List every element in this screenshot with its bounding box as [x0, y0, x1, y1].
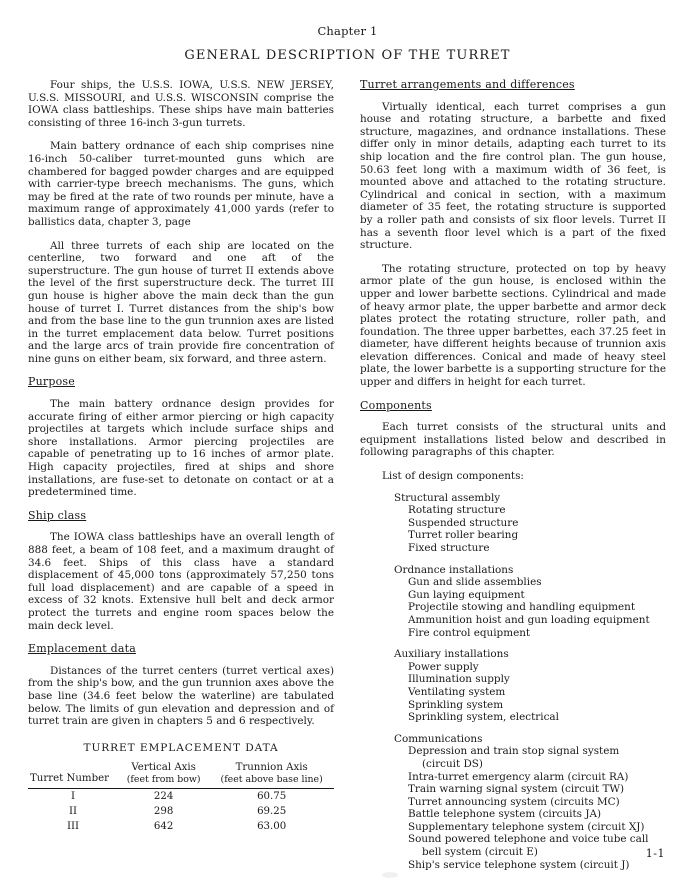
list-item: Ventilating system: [408, 685, 506, 698]
list-item: Projectile stowing and handling equipment: [408, 601, 636, 614]
right-column: [360, 79, 666, 880]
design-components-list: [360, 470, 666, 483]
list-item: Gun and slide assemblies: [408, 576, 542, 589]
paragraph-ship-class: The IOWA class battleships have an overall length of 888 feet, a beam of 108 feet, and a maximum draught of 34.6 feet. Ships of this class have a standard displacement of 45,000 tons (approximately 57,250 tons full load displacement) and are capable of a speed in excess of 32 knots. Extensive hull belt and deck armor protect the turrets and engine room spaces below the main deck level.: [28, 531, 334, 632]
page-smudge: [382, 872, 398, 878]
section-heading-ship-class: Ship class: [28, 508, 87, 522]
list-item: Structural assembly: [394, 491, 501, 504]
cell-vertical-axis: 642: [153, 821, 174, 833]
component-group-ordnance: [360, 564, 666, 640]
cell-turret-number: I: [70, 791, 76, 803]
list-item: Ammunition hoist and gun loading equipment: [408, 613, 650, 626]
left-column: [28, 79, 334, 834]
component-group-communications: [360, 733, 666, 872]
cell-trunnion-axis: 60.75: [257, 791, 287, 803]
section-heading-purpose: Purpose: [28, 375, 75, 389]
column-header-vertical-axis-label: Vertical Axis: [131, 762, 196, 774]
two-column-body: [28, 79, 667, 880]
table-row: [28, 804, 334, 819]
paragraph-emplacement-data: Distances of the turret centers (turret vertical axes) from the ship's bow, and the gun trunnion axes above the base line (34.6 feet below the waterline) are tabulated below. The limits of gun elevation and depression and of turret train are given in chapters 5 and 6 respectively.: [28, 664, 334, 728]
table-row: [28, 789, 334, 805]
list-item: Gun laying equipment: [408, 588, 525, 601]
cell-turret-number: II: [68, 806, 78, 818]
paragraph-turret-locations: All three turrets of each ship are located on the centerline, two forward and one aft of the superstructure. The gun house of turret II extends above the level of the first superstructure deck. The turret III gun house is higher above the main deck than the gun house of turret I. Turret distances from the ship's bow and from the base line to the gun trunnion axes are listed in the turret emplacement data below. Turret positions and the large arcs of train provide fire concentration of nine guns on either beam, six forward, and three astern.: [28, 239, 334, 365]
cell-vertical-axis: 298: [153, 806, 174, 818]
paragraph-purpose: The main battery ordnance design provides for accurate firing of either armor piercing or high capacity projectiles at targets which include surface ships and shore installations. Armor piercing projectiles are capable of penetrating up to 16 inches of armor plate. High capacity projectiles, fired at ships and shore installations, are fuse-set to detonate on contact or at a predetermined time.: [28, 398, 334, 499]
list-item: Fixed structure: [408, 542, 490, 554]
list-item: Illumination supply: [408, 673, 510, 686]
table-title: TURRET EMPLACEMENT DATA: [83, 741, 279, 754]
paragraph-ships: Four ships, the U.S.S. IOWA, U.S.S. NEW JERSEY, U.S.S. MISSOURI, and U.S.S. WISCONSIN comprise the IOWA class battleships. These ships have main batteries consisting of three 16-inch 3-gun turrets.: [28, 79, 334, 129]
section-heading-turret-arrangements: Turret arrangements and differences: [360, 78, 575, 91]
paragraph-turret-identical: Virtually identical, each turret comprises a gun house and rotating structure, a barbette and fixed structure, magazines, and ordnance installations. These differ only in minor details, adapting each turret to its ship location and the fire control plan. The gun house, 50.63 feet long with a maximum width of 36 feet, is mounted above and attached to the rotating structure. Cylindrical and conical in section, with a maximum diameter of 35 feet, the rotating structure is supported by a roller path and consists of six floor levels. Turret II has a seventh floor level which is a part of the fixed structure.: [360, 100, 666, 252]
turret-emplacement-table: [28, 762, 334, 834]
column-header-trunnion-axis-units: (feet above base line): [220, 774, 323, 786]
column-header-turret-number: [28, 762, 118, 789]
list-item: Auxiliary installations: [394, 648, 509, 661]
component-group-auxiliary: [360, 648, 666, 724]
column-header-vertical-axis-units: (feet from bow): [126, 774, 201, 786]
list-item: Sprinkling system: [408, 698, 504, 711]
list-item: Ship's service telephone system (circuit J): [408, 858, 630, 871]
list-item: Supplementary telephone system (circuit XJ): [408, 820, 645, 833]
list-item: Rotating structure: [408, 504, 506, 517]
chapter-label: Chapter 1: [317, 24, 378, 38]
list-item: Intra-turret emergency alarm (circuit RA): [408, 770, 629, 783]
list-item: (circuit DS): [422, 757, 483, 770]
cell-trunnion-axis: 63.00: [257, 821, 287, 833]
list-item: Fire control equipment: [408, 626, 531, 639]
paragraph-components-intro: Each turret consists of the structural units and equipment installations listed below and described in following paragraphs of this chapter.: [360, 421, 666, 459]
paragraph-rotating-structure: The rotating structure, protected on top by heavy armor plate of the gun house, is enclosed within the upper and lower barbette sections. Cylindrical and made of heavy armor plate, the upper barbette and armor deck plates protect the rotating structure, roller path, and foundation. The three upper barbettes, each 37.25 feet in diameter, have different heights because of trunnion axis elevation differences. Conical and made of heavy steel plate, the lower barbette is a supporting structure for the upper and differs in height for each turret.: [360, 262, 666, 389]
list-item: Sprinkling system, electrical: [408, 711, 559, 724]
column-header-trunnion-axis-label: Trunnion Axis: [235, 762, 308, 774]
list-item: Sound powered telephone and voice tube call: [408, 833, 649, 846]
list-item: bell system (circuit E): [422, 846, 538, 859]
page-number: 1-1: [645, 847, 665, 860]
section-heading-components: Components: [360, 398, 432, 412]
section-heading-emplacement-data: Emplacement data: [28, 642, 136, 656]
component-group-structural: [360, 492, 666, 555]
list-item: Battle telephone system (circuits JA): [408, 808, 602, 821]
list-item: Depression and train stop signal system: [408, 745, 620, 758]
list-item: Ordnance installations: [394, 563, 514, 576]
list-item: Suspended structure: [408, 516, 519, 529]
cell-turret-number: III: [66, 821, 80, 833]
list-item: Train warning signal system (circuit TW): [408, 783, 625, 796]
list-item: Turret announcing system (circuits MC): [408, 795, 620, 808]
column-header-turret-number-label: Turret Number: [30, 773, 110, 785]
table-row: [28, 819, 334, 834]
cell-trunnion-axis: 69.25: [257, 806, 287, 818]
page-title: GENERAL DESCRIPTION OF THE TURRET: [184, 48, 511, 63]
list-item: Turret roller bearing: [408, 529, 519, 542]
list-item: Power supply: [408, 660, 479, 673]
column-header-vertical-axis: [118, 762, 209, 789]
cell-vertical-axis: 224: [153, 791, 174, 803]
list-item: Communications: [394, 732, 483, 745]
column-header-trunnion-axis: [209, 762, 334, 789]
paragraph-main-battery-ordnance: Main battery ordnance of each ship comprises nine 16-inch 50-caliber turret-mounted guns which are chambered for bagged powder charges and are equipped with carrier-type breech mechanisms. The guns, which may be fired at the rate of two rounds per minute, have a maximum range of approximately 41,000 yards (refer to ballistics data, chapter 3, page: [28, 140, 334, 228]
list-item-title: List of design components:: [382, 470, 524, 483]
